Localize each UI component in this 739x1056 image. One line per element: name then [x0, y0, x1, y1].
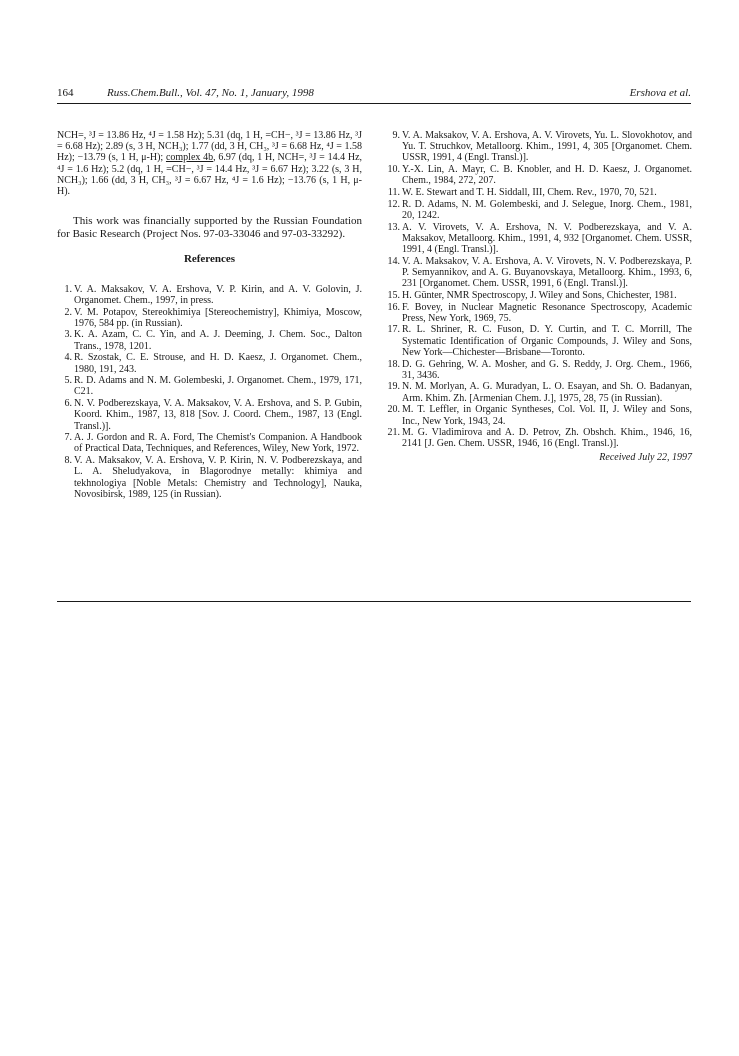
reference-item	[383, 187, 692, 198]
reference-number: 6.	[64, 398, 72, 410]
reference-item	[57, 455, 362, 500]
end-rule	[57, 601, 691, 602]
reference-item	[383, 256, 692, 290]
reference-item	[57, 284, 362, 306]
reference-item	[383, 222, 692, 256]
references-heading: References	[183, 252, 236, 265]
reference-item	[383, 324, 692, 358]
reference-item	[383, 290, 692, 301]
reference-number: 18.	[387, 358, 400, 370]
reference-text: W. E. Stewart and T. H. Siddall, III, Chem. Rev., 1970, 70, 521.	[402, 187, 657, 199]
reference-text: V. A. Maksakov, V. A. Ershova, V. P. Kirin, and A. V. Golovin, J. Organomet. Chem., 1997, in press.	[74, 283, 362, 306]
reference-number: 20.	[387, 404, 400, 416]
reference-text: M. T. Leffler, in Organic Syntheses, Col. Vol. II, J. Wiley and Sons, Inc., New York, 1943, 24.	[402, 404, 692, 427]
reference-text: V. A. Maksakov, V. A. Ershova, A. V. Virovets, N. V. Podberezskaya, P. P. Semyannikov, and A. G. Buyanovskaya, Metalloorg. Khim., 1993, 6, 231 [Organomet. Chem. USSR, 1991, 6 (Engl. Transl.)].	[402, 255, 692, 290]
reference-text: K. A. Azam, C. C. Yin, and A. J. Deeming, J. Chem. Soc., Dalton Trans., 1978, 1201.	[74, 329, 362, 352]
reference-item	[383, 359, 692, 381]
reference-number: 19.	[387, 381, 400, 393]
reference-number: 1.	[64, 283, 72, 295]
reference-text: A. J. Gordon and R. A. Ford, The Chemist's Companion. A Handbook of Practical Data, Techniques, and References, Wiley, New York, 1972.	[74, 432, 362, 455]
reference-number: 11.	[387, 187, 400, 199]
reference-item	[383, 381, 692, 403]
complex-label: complex 4b	[165, 152, 214, 164]
nmr-data-part1: NCH=, ³J = 13.86 Hz, ⁴J = 1.58 Hz); 5.31 (dq, 1 H, =CH−, ³J = 13.86 Hz, ³J = 6.68 Hz); 2.89 (s, 3 H, NCH₃); 1.77 (dd, 3 H, CH₃, ³J = 6.68 Hz, ⁴J = 1.58 Hz); −13.79 (s, 1 H, μ-H);	[57, 130, 362, 164]
header-rule	[57, 103, 691, 104]
reference-text: R. L. Shriner, R. C. Fuson, D. Y. Curtin, and T. C. Morrill, The Systematic Identification of Organic Compounds, J. Wiley and Sons, New York—Chichester—Brisbane—Toronto.	[402, 324, 692, 358]
references-list-left	[57, 284, 362, 500]
reference-text: D. G. Gehring, W. A. Mosher, and G. S. Reddy, J. Org. Chem., 1966, 31, 3436.	[402, 358, 692, 381]
received-date: Received July 22, 1997	[599, 451, 692, 463]
reference-number: 16.	[387, 301, 400, 313]
reference-text: V. A. Maksakov, V. A. Ershova, V. P. Kirin, N. V. Podberezskaya, and L. A. Sheludyakova, in Blagorodnye metally: khimiya and tekhnologiya [Noble Metals: Chemistry and Technology], Nauka, Novosibirsk, 1989, 125 (in Russian).	[74, 455, 362, 500]
reference-number: 9.	[392, 130, 400, 141]
page-number: 164	[57, 87, 74, 99]
nmr-data-paragraph	[57, 130, 362, 197]
reference-text: R. D. Adams, N. M. Golembeski, and J. Selegue, Inorg. Chem., 1981, 20, 1242.	[402, 198, 692, 221]
reference-number: 13.	[387, 221, 400, 233]
nmr-data-part2: , 6.97 (dq, 1 H, NCH=, ³J = 14.4 Hz, ⁴J = 1.6 Hz); 5.2 (dq, 1 H, =CH−, ³J = 14.4 Hz, ³J = 6.67 Hz); 3.22 (s, 3 H, NCH₃); 1.66 (dd, 3 H, CH₃, ³J = 6.67 Hz, ⁴J = 1.6 Hz); −13.76 (s, 1 H, μ-H).	[57, 152, 363, 198]
reference-item	[57, 352, 362, 374]
reference-number: 14.	[387, 255, 400, 267]
reference-number: 2.	[64, 306, 72, 318]
reference-number: 5.	[64, 375, 72, 387]
reference-item	[57, 307, 362, 329]
journal-citation: Russ.Chem.Bull., Vol. 47, No. 1, January, 1998	[107, 87, 314, 99]
reference-item	[57, 329, 362, 351]
reference-item	[383, 427, 692, 449]
reference-item	[383, 199, 692, 221]
reference-item	[57, 432, 362, 454]
reference-number: 15.	[387, 289, 400, 301]
reference-number: 10.	[387, 164, 400, 176]
reference-text: F. Bovey, in Nuclear Magnetic Resonance Spectroscopy, Academic Press, New York, 1969, 75.	[402, 301, 692, 324]
reference-item	[383, 404, 692, 426]
reference-number: 3.	[64, 329, 72, 341]
reference-text: Y.-X. Lin, A. Mayr, C. B. Knobler, and H. D. Kaesz, J. Organomet. Chem., 1984, 272, 207.	[402, 164, 692, 187]
reference-text: A. V. Virovets, V. A. Ershova, N. V. Podberezskaya, and V. A. Maksakov, Metalloorg. Khim., 1991, 4, 932 [Organomet. Chem. USSR, 1991, 4 (Engl. Transl.)].	[402, 221, 692, 256]
running-header	[57, 86, 691, 102]
reference-text: H. Günter, NMR Spectroscopy, J. Wiley and Sons, Chichester, 1981.	[402, 289, 677, 301]
references-list-right	[383, 130, 692, 450]
reference-text: V. M. Potapov, Stereokhimiya [Stereochemistry], Khimiya, Moscow, 1976, 584 pp. (in Russian).	[74, 306, 362, 329]
reference-number: 12.	[387, 198, 400, 210]
running-authors: Ershova et al.	[629, 87, 691, 99]
right-column	[383, 130, 692, 463]
reference-item	[383, 302, 692, 324]
reference-number: 8.	[64, 455, 72, 467]
reference-number: 21.	[387, 427, 400, 439]
reference-text: N. V. Podberezskaya, V. A. Maksakov, V. A. Ershova, and S. P. Gubin, Koord. Khim., 1987, 13, 818 [Sov. J. Coord. Chem., 1987, 13 (Engl. Transl.)].	[74, 398, 362, 432]
reference-text: V. A. Maksakov, V. A. Ershova, A. V. Virovets, Yu. L. Slovokhotov, and Yu. T. Struchkov, Metalloorg. Khim., 1991, 4, 305 [Organomet. Chem. USSR, 1991, 4 (Engl. Transl.)].	[402, 130, 692, 164]
reference-text: R. D. Adams and N. M. Golembeski, J. Organomet. Chem., 1979, 171, C21.	[74, 375, 362, 398]
reference-text: N. M. Morlyan, A. G. Muradyan, L. O. Esayan, and Sh. O. Badanyan, Arm. Khim. Zh. [Armenian Chem. J.], 1975, 28, 75 (in Russian).	[402, 381, 692, 404]
reference-text: M. G. Vladimirova and A. D. Petrov, Zh. Obshch. Khim., 1946, 16, 2141 [J. Gen. Chem. USSR, 1946, 16 (Engl. Transl.)].	[402, 427, 692, 450]
reference-number: 17.	[387, 324, 400, 336]
reference-item	[383, 164, 692, 186]
reference-number: 4.	[64, 352, 72, 364]
reference-number: 7.	[64, 432, 72, 444]
reference-item	[57, 375, 362, 397]
reference-item	[383, 130, 692, 164]
reference-text: R. Szostak, C. E. Strouse, and H. D. Kaesz, J. Organomet. Chem., 1980, 191, 243.	[74, 352, 362, 375]
left-column	[57, 130, 362, 500]
acknowledgment-paragraph: This work was financially supported by the Russian Foundation for Basic Research (Project Nos. 97-03-33046 and 97-03-33292).	[57, 215, 362, 241]
reference-item	[57, 398, 362, 432]
